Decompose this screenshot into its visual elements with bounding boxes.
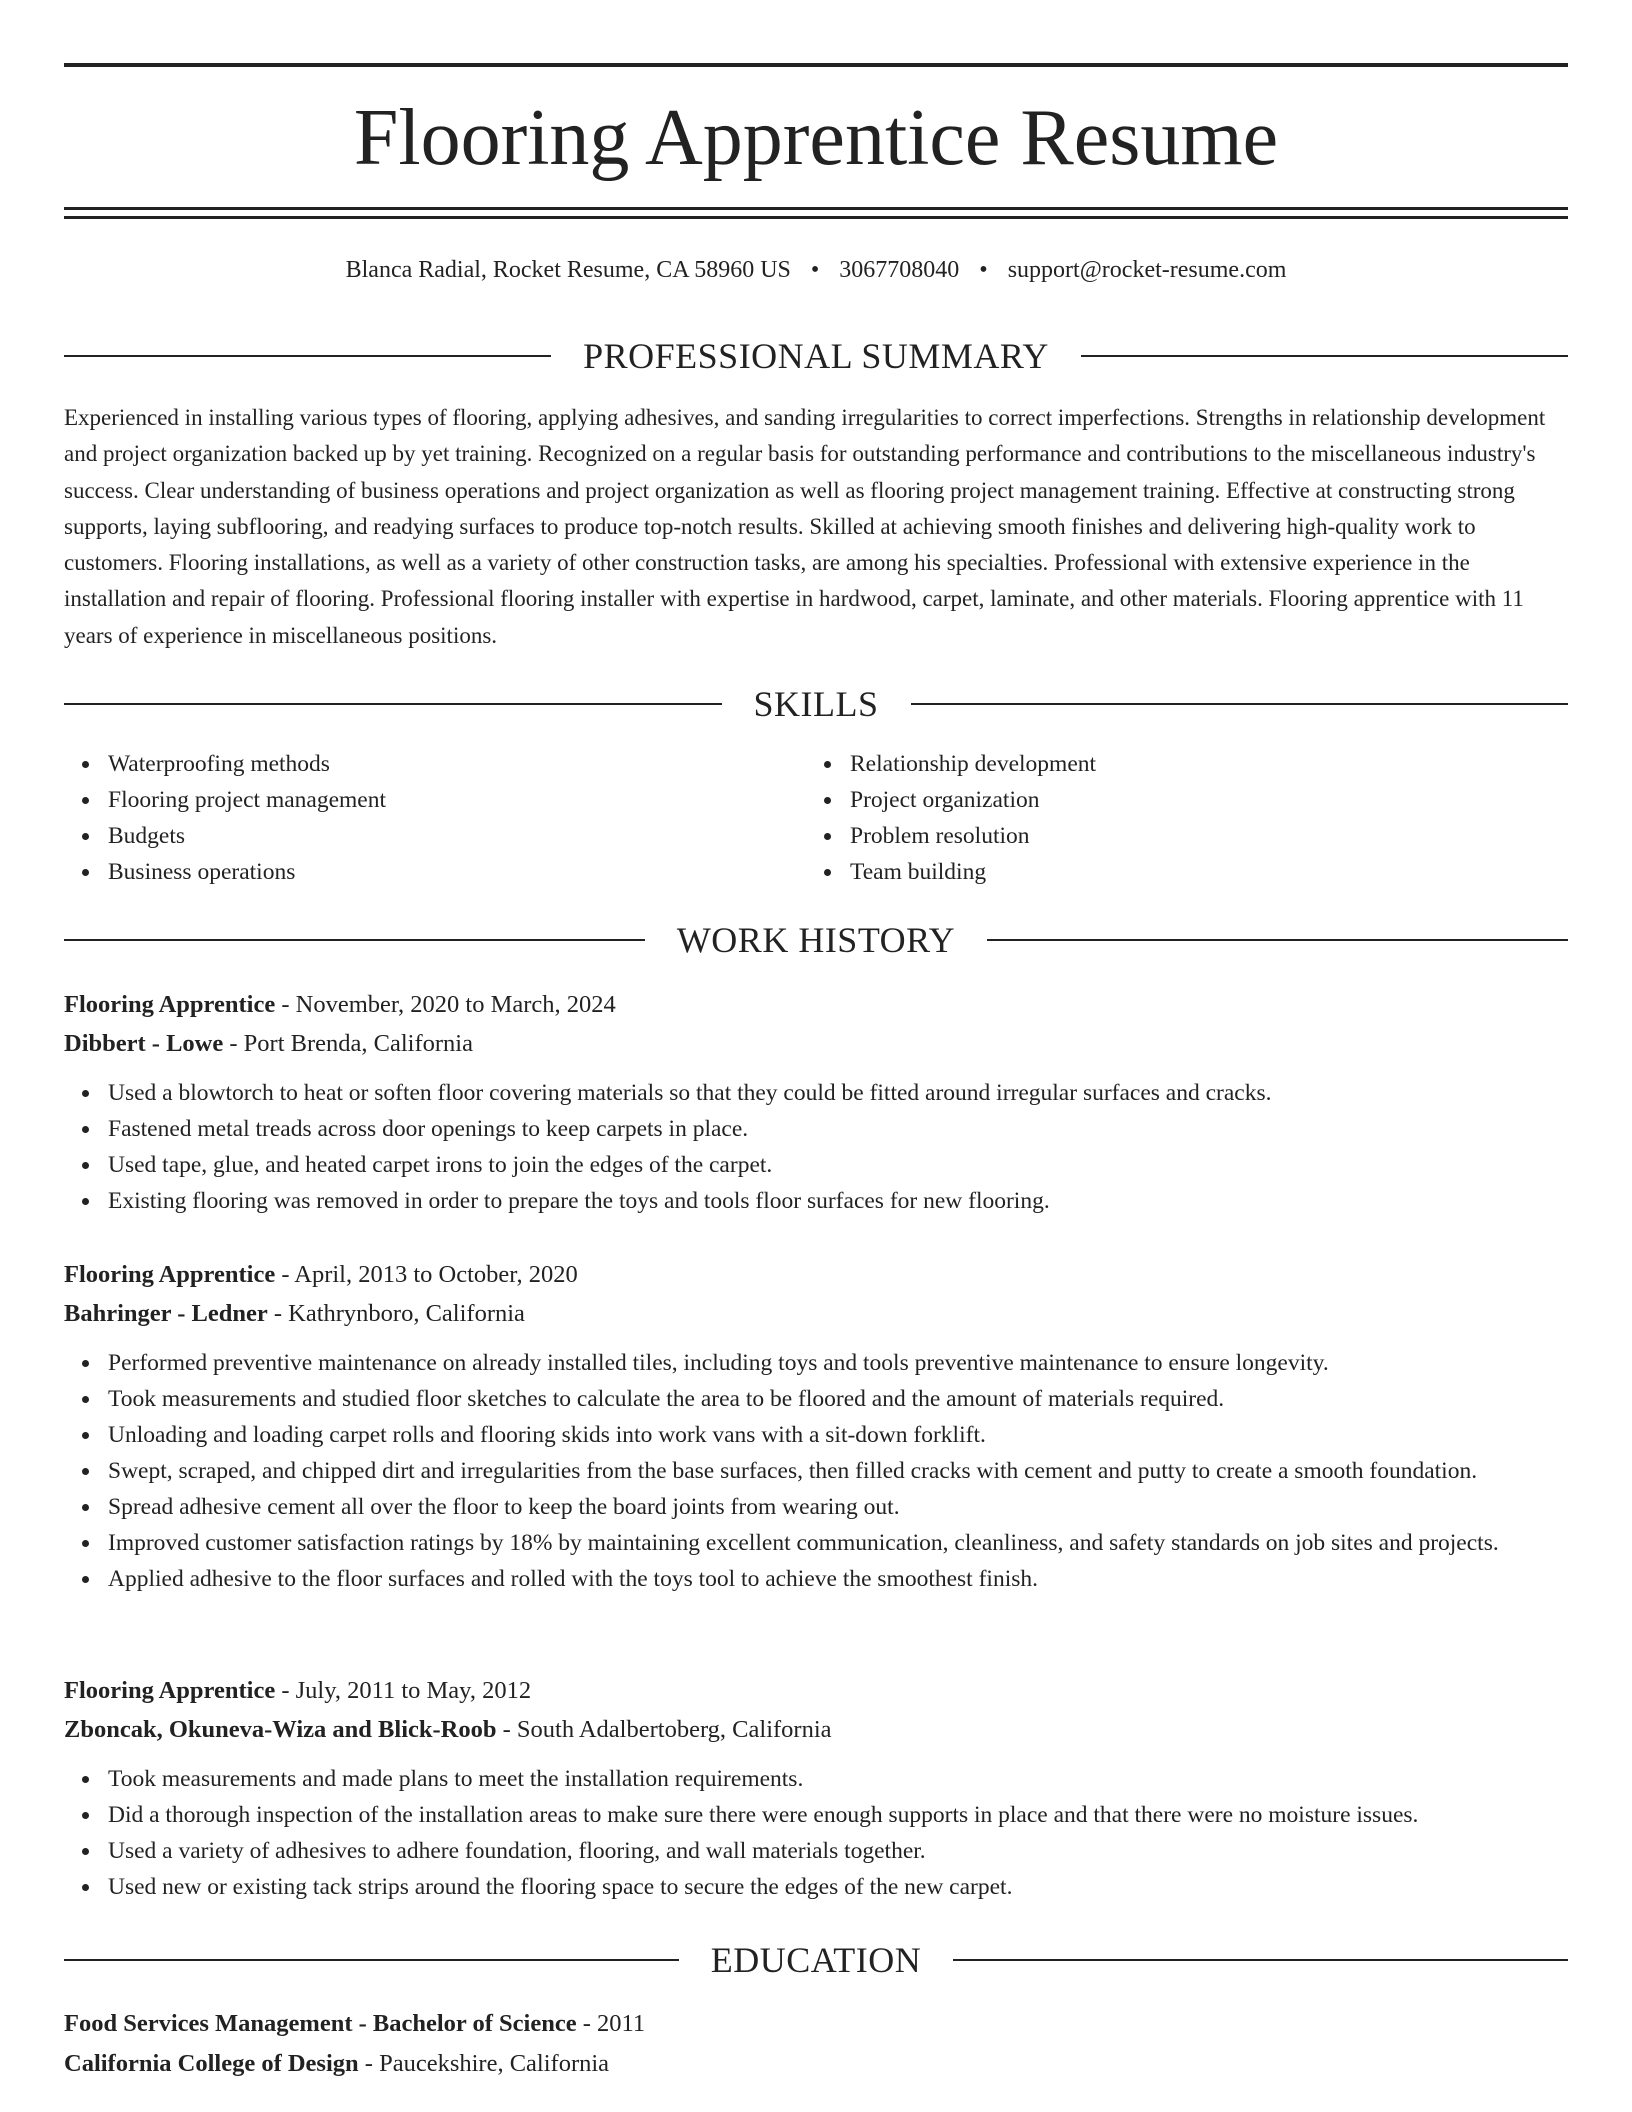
- skill-item: Team building: [850, 854, 1548, 890]
- job-entry: [64, 1671, 1568, 1905]
- dash: -: [275, 1261, 295, 1288]
- job-company-line: [64, 1294, 1568, 1333]
- contact-phone: 3067708040: [839, 257, 960, 283]
- job-company-line: [64, 1710, 1568, 1749]
- education-heading: [64, 1938, 1568, 1982]
- title-rule-lower: [64, 216, 1568, 219]
- education-degree: Food Services Management - Bachelor of Science: [64, 2010, 577, 2037]
- dash: -: [275, 991, 296, 1018]
- list-item: Used a blowtorch to heat or soften floor covering materials so that they could be fitted around irregular surfaces and cracks.: [108, 1075, 1568, 1111]
- heading-rule: [64, 1959, 679, 1961]
- heading-rule: [911, 703, 1569, 705]
- job-title-line: [64, 985, 1568, 1024]
- job-location: South Adalbertoberg, California: [516, 1716, 832, 1743]
- job-company: Dibbert - Lowe: [64, 1030, 224, 1057]
- list-item: Did a thorough inspection of the installation areas to make sure there were enough supports in place and that there were no moisture issues.: [108, 1797, 1568, 1833]
- list-item: Improved customer satisfaction ratings by 18% by maintaining excellent communication, cleanliness, and safety standards on job sites and projects.: [108, 1525, 1568, 1561]
- contact-email: support@rocket-resume.com: [1007, 257, 1287, 283]
- job-bullets: [64, 1761, 1568, 1905]
- job-title-line: [64, 1255, 1568, 1294]
- dash: -: [223, 1030, 244, 1057]
- skills-heading-label: SKILLS: [753, 684, 879, 724]
- education-year: 2011: [597, 2010, 646, 2037]
- list-item: Unloading and loading carpet rolls and flooring skids into work vans with a sit-down forklift.: [108, 1417, 1568, 1453]
- education-location: Paucekshire, California: [379, 2050, 610, 2077]
- heading-rule: [64, 355, 551, 357]
- dash: -: [496, 1716, 517, 1743]
- list-item: Performed preventive maintenance on already installed tiles, including toys and tools preventive maintenance to ensure longevity.: [108, 1345, 1568, 1381]
- contact-line: [64, 252, 1568, 288]
- list-item: Took measurements and made plans to meet the installation requirements.: [108, 1761, 1568, 1797]
- list-item: Applied adhesive to the floor surfaces and rolled with the toys tool to achieve the smoothest finish.: [108, 1561, 1568, 1597]
- dash: -: [275, 1677, 296, 1704]
- page-title: Flooring Apprentice Resume: [353, 94, 1279, 182]
- summary-text: Experienced in installing various types of flooring, applying adhesives, and sanding irregularities to correct imperfections. Strengths in relationship development and project organization backed up by yet training. Recognized on a regular basis for outstanding performance and contributions to the miscellaneous industry's success. Clear understanding of business operations and project organization as well as flooring project management training. Effective at constructing strong supports, laying subflooring, and readying surfaces to produce top-notch results. Skilled at achieving smooth finishes and delivering high-quality work to customers. Flooring installations, as well as a variety of other construction tasks, are among his specialties. Professional with extensive experience in the installation and repair of flooring. Professional flooring installer with expertise in hardwood, carpet, laminate, and other materials. Flooring apprentice with 11 years of experience in miscellaneous positions.: [64, 405, 1546, 648]
- skill-item: Problem resolution: [850, 818, 1548, 854]
- title-rule-upper: [64, 207, 1568, 210]
- job-entry: [64, 985, 1568, 1219]
- education-heading-label: EDUCATION: [710, 1940, 922, 1980]
- education-entry: [64, 2004, 1568, 2084]
- work-heading: [64, 918, 1568, 962]
- skill-item: Waterproofing methods: [108, 746, 806, 782]
- contact-address: Blanca Radial, Rocket Resume, CA 58960 US: [345, 257, 791, 283]
- job-company-line: [64, 1024, 1568, 1063]
- list-item: Spread adhesive cement all over the floor to keep the board joints from wearing out.: [108, 1489, 1568, 1525]
- skill-item: Flooring project management: [108, 782, 806, 818]
- top-rule: [64, 63, 1568, 67]
- summary-heading-label: PROFESSIONAL SUMMARY: [583, 336, 1049, 376]
- skill-item: Budgets: [108, 818, 806, 854]
- education-school: California College of Design: [64, 2050, 359, 2077]
- skills-column-right: [806, 746, 1548, 890]
- heading-rule: [953, 1959, 1568, 1961]
- contact-separator: •: [979, 257, 988, 283]
- job-bullets: [64, 1345, 1568, 1597]
- job-dates: November, 2020 to March, 2024: [295, 991, 616, 1018]
- dash: -: [267, 1300, 289, 1327]
- list-item: Existing flooring was removed in order to prepare the toys and tools floor surfaces for new flooring.: [108, 1183, 1568, 1219]
- heading-rule: [1081, 355, 1568, 357]
- job-bullets: [64, 1075, 1568, 1219]
- list-item: Fastened metal treads across door openings to keep carpets in place.: [108, 1111, 1568, 1147]
- skills-column-left: [64, 746, 806, 890]
- list-item: Used new or existing tack strips around the flooring space to secure the edges of the new carpet.: [108, 1869, 1568, 1905]
- education-school-line: [64, 2044, 1568, 2084]
- job-location: Port Brenda, California: [243, 1030, 473, 1057]
- skill-item: Project organization: [850, 782, 1548, 818]
- list-item: Used a variety of adhesives to adhere foundation, flooring, and wall materials together.: [108, 1833, 1568, 1869]
- job-company: Zboncak, Okuneva-Wiza and Blick-Roob: [64, 1716, 497, 1743]
- skill-item: Business operations: [108, 854, 806, 890]
- skills-heading: [64, 682, 1568, 726]
- job-entry: [64, 1255, 1568, 1597]
- list-item: Swept, scraped, and chipped dirt and irregularities from the base surfaces, then filled cracks with cement and putty to create a smooth foundation.: [108, 1453, 1568, 1489]
- skills-list: [64, 746, 1568, 890]
- job-title: Flooring Apprentice: [64, 991, 276, 1018]
- job-dates: July, 2011 to May, 2012: [295, 1677, 532, 1704]
- dash: -: [358, 2050, 380, 2077]
- heading-rule: [64, 939, 645, 941]
- job-dates: April, 2013 to October, 2020: [294, 1261, 578, 1288]
- job-title: Flooring Apprentice: [64, 1261, 276, 1288]
- list-item: Used tape, glue, and heated carpet irons to join the edges of the carpet.: [108, 1147, 1568, 1183]
- contact-separator: •: [810, 257, 820, 283]
- job-company: Bahringer - Ledner: [64, 1300, 268, 1327]
- skill-item: Relationship development: [850, 746, 1548, 782]
- list-item: Took measurements and studied floor sketches to calculate the area to be floored and the amount of materials required.: [108, 1381, 1568, 1417]
- heading-rule: [987, 939, 1568, 941]
- job-location: Kathrynboro, California: [288, 1300, 525, 1327]
- job-title-line: [64, 1671, 1568, 1710]
- heading-rule: [64, 703, 722, 705]
- job-title: Flooring Apprentice: [64, 1677, 276, 1704]
- education-degree-line: [64, 2004, 1568, 2044]
- summary-heading: [64, 334, 1568, 378]
- work-heading-label: WORK HISTORY: [676, 920, 956, 960]
- dash: -: [576, 2010, 597, 2037]
